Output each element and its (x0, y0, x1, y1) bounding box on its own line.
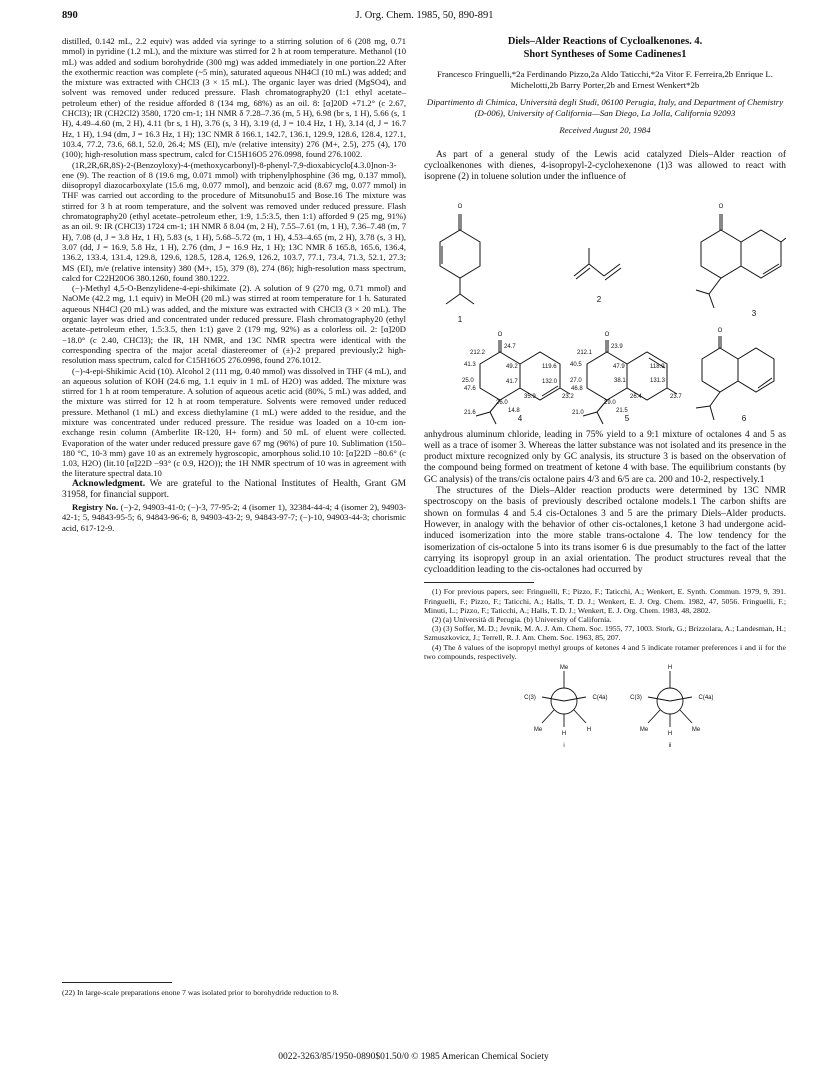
newman-label-h: H (586, 727, 592, 734)
shift-label: 21.5 (616, 407, 628, 414)
compound-label-5: 5 (624, 413, 630, 423)
shift-label: 29.0 (604, 399, 616, 406)
shift-label: 14.8 (508, 407, 520, 414)
shift-label: 24.7 (504, 343, 516, 350)
paragraph: (1R,2R,6R,8S)-2-(Benzoyloxy)-4-(methoxycarbonyl)-8-phenyl-7,9-dioxabicyclo[4.3.0]non-3-ene (9). The reaction of 8 (19.6 mg, 0.071 mmol) with triphenylphosphine (36 mg, 0.137 mmol), diisopropyl diazocarboxylate (15.6 mg, 0.077 mmol), and benzoic acid (8.67 mg, 0.077 mmol) in THF was carried out according to the procedure of Mitsunobu15 and Bose.16 The mixture was stirred for 3 h at room temperature, and the solvent was removed under reduced pressure. Flash chromatography20 (ethyl acetate–petroleum ether, 1:9, 1.5:3.5, then 1:1) afforded 9 (25 mg, 91%) as an oil. 9: IR (CHCl3) 1724 cm-1; 1H NMR δ 8.04 (m, 2 H), 7.55–7.61 (m, 1 H), 7.36–7.48 (m, 7 H), 7.08 (d, J = 3.8 Hz, 1 H), 5.83 (s, 1 H), 5.68–5.72 (m, 1 H), 4.53–4.65 (m, 2 H), 3.78 (s, 3 H), 3.07 (dd, J = 16.9, 5.8 Hz, 1 H), 2.76 (dm, J = 16.9 Hz, 1 H); 13C NMR δ 165.8, 165.6, 136.4, 136.2, 133.4, 131.4, 129.8, 129.6, 128.5, 128.4, 126.9, 126.2, 103.7, 77.1, 73.4, 71.3, 52.1, 27.3; MS (EI), m/e (relative intensity) 380 (M+, 15), 379 (8), 274 (86); high-resolution mass spectrum, calcd for C22H20O6 380.1260, found 380.1222. (62, 159, 406, 283)
svg-text:O: O (718, 203, 724, 210)
registry-heading: Registry No. (72, 501, 119, 512)
structure-1 (440, 214, 480, 304)
page-header (62, 10, 787, 26)
intro-paragraph: As part of a general study of the Lewis acid catalyzed Diels–Alder reaction of cycloalkenones with dienes, 4-isopropyl-2-cyclohexenone (1)3 was allowed to react with isoprene (2) in toluene solution under the influence of (424, 149, 786, 183)
shift-label: 26.0 (496, 399, 508, 406)
footnote-rule (62, 982, 172, 983)
paragraph: The structures of the Diels–Alder reaction products were determined by 13C NMR spectroscopy on the basis of previously described octalone models.1 The carbon shifts are shown on formulas 4 and 5.4 cis-Octalones 3 and 5 are the primary Diels–Alder products. However, in analogy with the behavior of other cis-octalones,1 ketone 3 had undergone acid-induced isomerization into the more stable trans-octalone 4. The low tendency for the isomerization of cis-octalone 5 into its trans isomer 6 is due presumably to the fact of the latter carrying its isopropyl group in an axial orientation. The product structures reveal that the cycloaddition leading to the cis-octalones had occurred by (424, 486, 786, 576)
newman-caption-i: i (563, 743, 565, 750)
shift-label: 119.6 (542, 363, 557, 370)
compound-label-1: 1 (457, 314, 463, 324)
structure-6 (696, 336, 774, 420)
shift-label: 212.1 (577, 349, 593, 356)
footnote-22: (22) In large-scale preparations enone 7 was isolated prior to borohydride reduction to 8. (62, 988, 339, 997)
newman-caption-ii: ii (668, 743, 672, 750)
newman-label-h: H (667, 665, 673, 672)
registry-text: (−)-2, 94903-41-0; (−)-3, 77-95-2; 4 (isomer 1), 32384-44-4; 4 (isomer 2), 94903-42-1; 5, 94843-95-5; 6, 94843-96-6; 8, 94903-43-2; 9, 94843-97-7; (−)-10, 94903-44-3; chorismic acid, 617-12-9. (62, 501, 407, 533)
page-footer: 0022-3263/85/1950-0890$01.50/0 © 1985 American Chemical Society (278, 1052, 549, 1062)
shift-label: 40.5 (570, 361, 582, 368)
shift-label: 47.9 (613, 363, 625, 370)
acknowledgment-heading: Acknowledgment. (72, 478, 146, 489)
compound-label-4: 4 (517, 413, 523, 423)
affiliation: Dipartimento di Chimica, Università degli Studi, 06100 Perugia, Italy, and Department of Chemistry (D-006), University of California—San Diego, La Jolla, California 92093 (426, 97, 784, 118)
svg-text:O: O (457, 203, 463, 210)
compound-label-2: 2 (596, 294, 602, 304)
title-line-2: Short Syntheses of Some Cadinenes1 (523, 48, 687, 60)
acknowledgment (62, 479, 406, 502)
structures-figure (424, 186, 786, 426)
shift-label: 35.9 (524, 393, 536, 400)
structure-2 (574, 248, 621, 280)
shift-label: 23.7 (670, 393, 682, 400)
acknowledgment-text: We are grateful to the National Institutes of Health, Grant GM 31958, for financial support. (62, 478, 406, 501)
shift-label: 49.2 (506, 363, 518, 370)
shift-label: 212.2 (470, 349, 486, 356)
newman-label-me: Me (559, 665, 569, 672)
newman-label-me: Me (691, 727, 701, 734)
shift-label: 38.1 (614, 377, 626, 384)
shift-label: 21.6 (464, 409, 476, 416)
shift-label: 25.0 (462, 377, 474, 384)
shift-label: 26.4 (630, 393, 642, 400)
svg-text:O: O (717, 327, 723, 334)
shift-label: 23.2 (562, 393, 574, 400)
journal-citation: J. Org. Chem. 1985, 50, 890-891 (355, 10, 494, 21)
shift-label: 46.8 (571, 385, 583, 392)
paragraph: distilled, 0.142 mL, 2.2 equiv) was added via syringe to a stirring solution of 6 (208 mg, 0.71 mmol) in pyridine (1.2 mL), and the mixture was stirred for 2 h at room temperature. Methanol (10 mL) was added and sodium borohydride (300 mg) was added immediately in one portion.22 After the exothermic reaction was complete (~5 min), saturated aqueous NH4Cl (10 mL) was added; and the mixture was extracted with CHCl3 (3 × 15 mL). The organic layer was dried (MgSO4), and solvent was removed under reduced pressure. Flash chromatography20 (1:1 ethyl acetate–petroleum ether) of the residue afforded 8 (134 mg, 68%) as an oil. 8: [α]20D +71.2° (c 2.67, CHCl3); IR (CH2Cl2) 3580, 1720 cm-1; 1H NMR δ 7.28–7.36 (m, 5 H), 6.98 (br s, 1 H), 5.66 (s, 1 H), 4.49–4.60 (m, 2 H), 4.11 (br s, 1 H), 3.76 (s, 3 H), 3.19 (d, J = 10.4 Hz, 1 H), 3.14 (d, J = 16.7 Hz, 1 H), 1.94 (dm, J = 16.3 Hz, 1 H); 13C NMR δ 166.1, 142.7, 136.1, 129.9, 128.6, 128.4, 127.1, 103.4, 77.2, 73.6, 68.1, 52.0, 26.4; MS (EI), m/e (relative intensity) 276 (M+, 2.5), 275 (4), 170 (100); high-resolution mass spectrum, calcd for C15H16O5 276.0998, found 276.1002. (62, 36, 406, 160)
shift-label: 47.6 (464, 385, 476, 392)
newman-label-c4a: C(4a) (698, 695, 714, 702)
left-column (62, 36, 406, 533)
paragraph: anhydrous aluminum chloride, leading in 75% yield to a 9:1 mixture of octalones 4 and 5 as well as a trace of isomer 3. Whereas the latter substance was not isolated and its presence in the product mixture recognized only by GC analysis, its structure 3 is based on the observation of the compound being formed on treatment of ketone 4 with base. The equilibrium constants (by GC analysis) of the trans/cis octalone pairs 4/3 and 6/5 are ca. 200 and 10-2, respectively.1 (424, 429, 786, 485)
svg-text:O: O (604, 331, 610, 338)
paragraph: (−)-4-epi-Shikimic Acid (10). Alcohol 2 (111 mg, 0.40 mmol) was dissolved in THF (4 mL), and an aqueous solution of KOH (24.6 mg, 1.1 equiv in 1 mL of H2O) was added. The mixture was stirred for 1 h at room temperature. A solution of aqueous acetic acid (80%, 5 mL) was added, and the mixture was stirred for 12 h at room temperature. Solvents were removed under reduced pressure. Methanol (1 mL) and excess diethylamine (1 mL) were added to the residue, and the mixture was concentrated under reduced pressure. The residue was loaded on a 10-cm ion-exchange resin column (Amberlite IR-120, H+ form) and 50 mL of eluent were collected. Evaporation of the water under reduced pressure gave 67 mg (96%) of pure 10. Sublimation (150–180 °C, 10-3 mm) gave 10 as an extremely hygroscopic, amorphous solid.10 10: [α]22D −80.6° (c 1.03, H2O) (lit.10 [α]22D −93° (c 0.9, H2O)); the 1H NMR spectrum of 10 was in agreement with the literature spectral data.10 (62, 365, 406, 479)
footnote-1: (1) For previous papers, see: Fringuelli, F.; Pizzo, F.; Taticchi, A.; Wenkert, E. Synth. Commun. 1979, 9, 391. Fringuelli, F.; Pizzo, F.; Taticchi, A.; Halls, T. D. J.; Wenkert, E. J. Org. Chem. 1982, 47, 5056. Fringuelli, F.; Minuti, L.; Pizzo, F.; Taticchi, A.; Halls, T. D. J.; Wenkert, E. J. Org. Chem. 1983, 48, 2802. (424, 587, 786, 615)
article-title (424, 36, 786, 61)
shift-label: 132.0 (542, 378, 558, 385)
newman-label-h: H (561, 731, 567, 738)
shift-label: 27.0 (570, 377, 582, 384)
newman-label-c3: C(3) (524, 695, 536, 702)
newman-label-h: H (667, 731, 673, 738)
right-column (424, 36, 786, 751)
compound-label-6: 6 (741, 413, 747, 423)
footnote-4: (4) The δ values of the isopropyl methyl groups of ketones 4 and 5 indicate rotamer preferences i and ii for the two compounds, respectively. (424, 642, 786, 661)
newman-label-c4a: C(4a) (592, 695, 608, 702)
footnote-3: (3) (3) Soffer, M. D.; Jevnik, M. A. J. Am. Chem. Soc. 1955, 77, 1003. Stork, G.; Brizzolara, A.; Landesman, H.; Szmuszkovicz, J.; Terrell, R. J. Am. Chem. Soc. 1963, 85, 207. (424, 624, 786, 643)
authors: Francesco Fringuelli,*2a Ferdinando Pizzo,2a Aldo Taticchi,*2a Vitor F. Ferreira,2b Enrique L. Michelotti,2b Barry Porter,2b and Ernest Wenkert*2b (437, 69, 773, 90)
shift-label: 118.9 (650, 363, 665, 370)
title-line-1: Diels–Alder Reactions of Cycloalkenones. 4. (507, 36, 703, 47)
svg-text:O: O (497, 331, 503, 338)
newman-label-me: Me (533, 727, 543, 734)
newman-label-c3: C(3) (630, 695, 642, 702)
compound-label-3: 3 (751, 308, 757, 318)
shift-label: 23.9 (611, 343, 623, 350)
newman-label-me: Me (639, 727, 649, 734)
registry-numbers (62, 502, 406, 533)
shift-label: 41.3 (464, 361, 476, 368)
shift-label: 21.0 (572, 409, 584, 416)
page-number: 890 (62, 10, 78, 21)
received-date: Received August 20, 1984 (559, 125, 651, 136)
paragraph: (−)-Methyl 4,5-O-Benzylidene-4-epi-shikimate (2). A solution of 9 (270 mg, 0.71 mmol) and NaOMe (42.2 mg, 1.1 equiv) in MeOH (20 mL) was stirred at room temperature for 1 h. Saturated aqueous NH4Cl (20 mL) was added, and the mixture was extracted with CHCl3 (3 × 20 mL). The organic layer was dried and concentrated under reduced pressure. Flash chromatography20 (ethyl acetate–petroleum ether, 1.5:3.5, then 1:1) gave 2 (179 mg, 92%) as a colorless oil. 2: [α]20D −18.0° (c 2.40, CHCl3); the IR, 1H NMR, and 13C NMR spectra were identical with the corresponding spectra of the major acetal diastereomer of (±)-2 prepared previously;2 high-resolution mass spectrum, calcd for C15H16O5 276.0998, found 276.1012. (62, 283, 406, 366)
shift-label: 41.7 (506, 378, 518, 385)
newman-projections (424, 661, 786, 749)
footnotes (424, 587, 786, 661)
footnote-rule (424, 582, 534, 583)
footnote-2: (2) (a) Università di Perugia. (b) University of California. (432, 615, 612, 625)
structure-3 (696, 214, 786, 308)
shift-label: 131.3 (650, 377, 666, 384)
